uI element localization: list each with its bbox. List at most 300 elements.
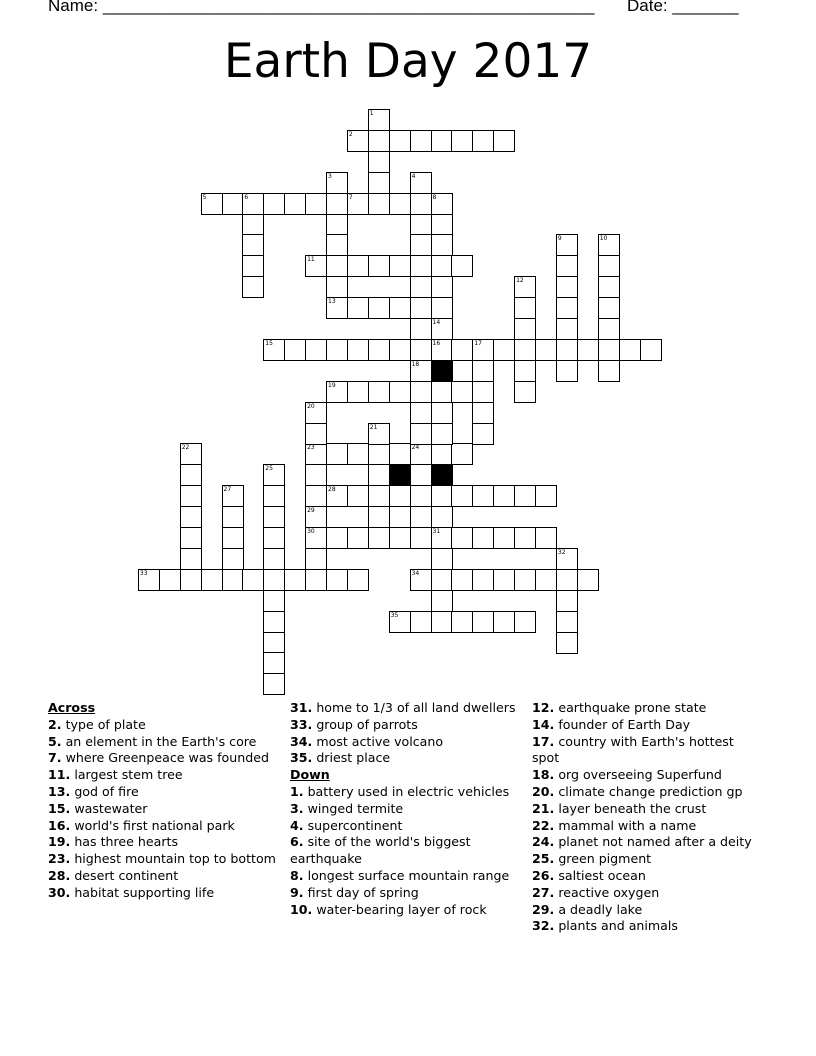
grid-cell[interactable] xyxy=(431,506,453,528)
grid-cell[interactable] xyxy=(368,464,390,486)
grid-cell[interactable] xyxy=(556,360,578,382)
clue-item: 9. first day of spring xyxy=(290,884,419,900)
clue-item: 18. org overseeing Superfund xyxy=(532,767,722,783)
grid-cell[interactable] xyxy=(451,255,473,277)
grid-cell[interactable] xyxy=(222,527,244,549)
grid-cell[interactable] xyxy=(389,485,411,507)
grid-cell[interactable] xyxy=(180,569,202,591)
grid-cell[interactable] xyxy=(326,172,348,194)
clue-number-label: 26. xyxy=(532,867,555,883)
grid-cell[interactable] xyxy=(368,339,390,361)
grid-cell[interactable] xyxy=(535,339,557,361)
grid-cell[interactable] xyxy=(472,611,494,633)
grid-cell[interactable] xyxy=(389,381,411,403)
grid-cell[interactable] xyxy=(451,611,473,633)
grid-cell[interactable] xyxy=(180,506,202,528)
clue-number: 19 xyxy=(328,381,336,389)
grid-cell[interactable] xyxy=(410,569,432,591)
grid-cell[interactable] xyxy=(431,527,453,549)
grid-cell[interactable] xyxy=(347,527,369,549)
grid-cell[interactable] xyxy=(410,234,432,256)
grid-cell[interactable] xyxy=(263,590,285,612)
clue-number-label: 14. xyxy=(532,716,555,732)
grid-cell[interactable] xyxy=(431,193,453,215)
grid-cell[interactable] xyxy=(535,527,557,549)
grid-cell[interactable] xyxy=(368,297,390,319)
grid-cell[interactable] xyxy=(493,527,515,549)
grid-cell[interactable] xyxy=(263,485,285,507)
grid-cell[interactable] xyxy=(556,234,578,256)
grid-cell[interactable] xyxy=(347,339,369,361)
grid-cell[interactable] xyxy=(472,569,494,591)
clue-item: 7. where Greenpeace was founded xyxy=(48,750,269,766)
grid-cell[interactable] xyxy=(284,569,306,591)
grid-cell[interactable] xyxy=(305,569,327,591)
clues-column-1 xyxy=(48,700,280,902)
grid-cell[interactable] xyxy=(389,130,411,152)
clue-number: 31 xyxy=(432,528,441,535)
grid-cell[interactable] xyxy=(326,339,348,361)
grid-cell[interactable] xyxy=(305,339,327,361)
grid-cell[interactable] xyxy=(389,527,411,549)
clue-number-label: 30. xyxy=(48,884,71,900)
grid-cell[interactable] xyxy=(556,276,578,298)
grid-cell[interactable] xyxy=(242,234,264,256)
grid-cell[interactable] xyxy=(347,130,369,152)
clue-item: 6. site of the world's biggest earthquake xyxy=(290,834,471,867)
grid-cell[interactable] xyxy=(598,276,620,298)
grid-cell[interactable] xyxy=(493,485,515,507)
grid-cell[interactable] xyxy=(451,527,473,549)
clue-item: 30. habitat supporting life xyxy=(48,884,215,900)
clue-item: 10. water-bearing layer of rock xyxy=(290,901,487,917)
grid-cell[interactable] xyxy=(389,339,411,361)
clue-number: 25 xyxy=(265,465,273,473)
grid-cell[interactable] xyxy=(472,527,494,549)
clue-number-label: 33. xyxy=(290,716,313,732)
clue-item: 16. world's first national park xyxy=(48,817,235,833)
grid-cell[interactable] xyxy=(514,569,536,591)
grid-cell[interactable] xyxy=(368,255,390,277)
grid-cell[interactable] xyxy=(514,381,536,403)
clue-number: 34 xyxy=(411,569,420,577)
grid-cell[interactable] xyxy=(368,443,390,465)
grid-cell[interactable] xyxy=(598,318,620,340)
clue-number-label: 18. xyxy=(532,767,555,783)
clue-number-label: 34. xyxy=(290,733,313,749)
grid-cell[interactable] xyxy=(556,255,578,277)
grid-cell[interactable] xyxy=(451,569,473,591)
grid-cell[interactable] xyxy=(326,193,348,215)
clue-number: 11 xyxy=(307,256,315,264)
grid-cell[interactable] xyxy=(431,276,453,298)
grid-cell[interactable] xyxy=(326,569,348,591)
grid-cell[interactable] xyxy=(305,443,327,465)
grid-cell[interactable] xyxy=(493,611,515,633)
clue-item: 17. country with Earth's hottest spot xyxy=(532,733,734,766)
clue-number: 30 xyxy=(307,528,315,535)
grid-cell[interactable] xyxy=(222,569,244,591)
clue-number-label: 35. xyxy=(290,750,313,766)
grid-cell[interactable] xyxy=(242,193,264,215)
clue-item: 31. home to 1/3 of all land dwellers xyxy=(290,700,516,715)
clue-number: 20 xyxy=(307,402,315,410)
grid-cell[interactable] xyxy=(472,402,494,424)
clue-item: 22. mammal with a name xyxy=(532,817,697,833)
grid-cell[interactable] xyxy=(493,130,515,152)
grid-cell[interactable] xyxy=(242,255,264,277)
clue-number: 35 xyxy=(390,611,399,619)
clue-item: 2. type of plate xyxy=(48,716,146,732)
clue-item: 13. god of fire xyxy=(48,783,139,799)
grid-cell[interactable] xyxy=(263,339,285,361)
clue-item: 29. a deadly lake xyxy=(532,901,643,917)
grid-cell[interactable] xyxy=(556,632,578,654)
clue-number: 7 xyxy=(348,193,353,201)
clue-number: 33 xyxy=(139,569,148,577)
grid-cell[interactable] xyxy=(326,214,348,236)
clue-number: 27 xyxy=(223,486,232,494)
grid-cell[interactable] xyxy=(368,423,390,445)
clue-number: 8 xyxy=(432,193,437,201)
clue-item: 34. most active volcano xyxy=(290,733,444,749)
grid-cell[interactable] xyxy=(431,611,453,633)
grid-cell[interactable] xyxy=(410,527,432,549)
clue-item: 33. group of parrots xyxy=(290,716,418,732)
grid-cell[interactable] xyxy=(368,381,390,403)
grid-cell[interactable] xyxy=(180,464,202,486)
grid-cell[interactable] xyxy=(222,193,244,215)
grid-cell[interactable] xyxy=(326,443,348,465)
grid-cell[interactable] xyxy=(347,569,369,591)
grid-cell[interactable] xyxy=(305,402,327,424)
grid-cell[interactable] xyxy=(598,255,620,277)
grid-cell[interactable] xyxy=(368,527,390,549)
grid-cell[interactable] xyxy=(431,402,453,424)
grid-cell[interactable] xyxy=(556,569,578,591)
clue-number: 29 xyxy=(307,507,315,515)
grid-cell[interactable] xyxy=(431,485,453,507)
grid-cell[interactable] xyxy=(472,485,494,507)
grid-cell[interactable] xyxy=(514,611,536,633)
clue-item: 25. green pigment xyxy=(532,851,652,867)
grid-cell[interactable] xyxy=(263,506,285,528)
grid-cell[interactable] xyxy=(159,569,181,591)
clue-number-label: 25. xyxy=(532,851,555,867)
clue-item: 35. driest place xyxy=(290,750,391,766)
grid-cell[interactable] xyxy=(431,443,453,465)
clue-number: 18 xyxy=(411,360,420,368)
clue-number: 21 xyxy=(369,423,378,431)
clues-column-3 xyxy=(532,700,764,935)
grid-cell[interactable] xyxy=(389,443,411,465)
grid-cell[interactable] xyxy=(263,569,285,591)
grid-cell[interactable] xyxy=(410,172,432,194)
clue-number-label: 12. xyxy=(532,700,555,715)
grid-cell[interactable] xyxy=(451,485,473,507)
clue-number-label: 7. xyxy=(48,750,62,766)
clue-item: 23. highest mountain top to bottom xyxy=(48,851,276,867)
clue-number-label: 6. xyxy=(290,834,304,850)
clue-number-label: 17. xyxy=(532,733,555,749)
grid-cell[interactable] xyxy=(305,423,327,445)
grid-cell[interactable] xyxy=(514,485,536,507)
grid-cell[interactable] xyxy=(431,214,453,236)
grid-cell[interactable] xyxy=(305,255,327,277)
grid-cell[interactable] xyxy=(431,130,453,152)
clue-item: 14. founder of Earth Day xyxy=(532,716,691,732)
clue-number: 17 xyxy=(474,339,482,347)
grid-cell[interactable] xyxy=(326,255,348,277)
grid-cell[interactable] xyxy=(263,464,285,486)
grid-cell[interactable] xyxy=(535,485,557,507)
grid-cell[interactable] xyxy=(263,527,285,549)
grid-cell[interactable] xyxy=(368,485,390,507)
grid-cell[interactable] xyxy=(410,485,432,507)
grid-cell[interactable] xyxy=(410,611,432,633)
grid-cell[interactable] xyxy=(389,193,411,215)
grid-cell[interactable] xyxy=(242,276,264,298)
grid-cell[interactable] xyxy=(410,318,432,340)
grid-cell[interactable] xyxy=(347,193,369,215)
grid-cell[interactable] xyxy=(514,318,536,340)
grid-cell[interactable] xyxy=(180,548,202,570)
grid-cell[interactable] xyxy=(431,297,453,319)
grid-cell[interactable] xyxy=(431,569,453,591)
clue-number: 28 xyxy=(328,486,336,494)
grid-cell[interactable] xyxy=(472,381,494,403)
grid-cell[interactable] xyxy=(451,339,473,361)
grid-cell[interactable] xyxy=(410,381,432,403)
grid-cell[interactable] xyxy=(556,611,578,633)
clue-item: 26. saltiest ocean xyxy=(532,867,646,883)
grid-cell[interactable] xyxy=(431,381,453,403)
grid-cell[interactable] xyxy=(556,339,578,361)
clue-number-label: 32. xyxy=(532,918,555,934)
grid-cell[interactable] xyxy=(410,360,432,382)
black-cell xyxy=(431,360,453,382)
grid-cell[interactable] xyxy=(180,485,202,507)
grid-cell[interactable] xyxy=(326,297,348,319)
name-label: Name: xyxy=(48,0,99,15)
grid-cell[interactable] xyxy=(431,548,453,570)
clue-number: 6 xyxy=(244,193,249,201)
grid-cell[interactable] xyxy=(556,590,578,612)
clue-item: 12. earthquake prone state xyxy=(532,700,707,715)
clue-number-label: 29. xyxy=(532,901,555,917)
grid-cell[interactable] xyxy=(368,151,390,173)
clue-item: 15. wastewater xyxy=(48,800,148,816)
clue-item: 32. plants and animals xyxy=(532,918,678,934)
grid-cell[interactable] xyxy=(284,339,306,361)
grid-cell[interactable] xyxy=(472,423,494,445)
grid-cell[interactable] xyxy=(535,569,557,591)
clue-number: 3 xyxy=(328,172,332,180)
grid-cell[interactable] xyxy=(263,611,285,633)
grid-cell[interactable] xyxy=(410,402,432,424)
grid-cell[interactable] xyxy=(410,130,432,152)
grid-cell[interactable] xyxy=(389,297,411,319)
grid-cell[interactable] xyxy=(410,214,432,236)
grid-cell[interactable] xyxy=(326,276,348,298)
clue-item: 11. largest stem tree xyxy=(48,767,183,783)
clue-item: 20. climate change prediction gp xyxy=(532,783,743,799)
clue-number-label: 31. xyxy=(290,700,313,715)
grid-cell[interactable] xyxy=(514,360,536,382)
clue-number: 22 xyxy=(181,444,190,452)
grid-cell[interactable] xyxy=(180,527,202,549)
clue-number-label: 11. xyxy=(48,767,71,783)
black-cell xyxy=(431,464,453,486)
clue-number: 1 xyxy=(369,110,374,117)
clue-number: 14 xyxy=(432,319,441,326)
clue-number-label: 3. xyxy=(290,800,304,816)
grid-cell[interactable] xyxy=(619,339,641,361)
grid-cell[interactable] xyxy=(598,297,620,319)
grid-cell[interactable] xyxy=(431,255,453,277)
grid-cell[interactable] xyxy=(410,423,432,445)
grid-cell[interactable] xyxy=(222,548,244,570)
grid-cell[interactable] xyxy=(431,423,453,445)
grid-cell[interactable] xyxy=(347,297,369,319)
grid-cell[interactable] xyxy=(347,381,369,403)
grid-cell[interactable] xyxy=(263,652,285,674)
grid-cell[interactable] xyxy=(305,548,327,570)
grid-cell[interactable] xyxy=(556,297,578,319)
clue-item: 3. winged termite xyxy=(290,800,404,816)
grid-cell[interactable] xyxy=(514,527,536,549)
grid-cell[interactable] xyxy=(222,506,244,528)
grid-cell[interactable] xyxy=(347,443,369,465)
grid-cell[interactable] xyxy=(222,485,244,507)
grid-cell[interactable] xyxy=(640,339,662,361)
clue-number: 23 xyxy=(307,444,315,452)
grid-cell[interactable] xyxy=(305,485,327,507)
grid-cell[interactable] xyxy=(410,255,432,277)
grid-cell[interactable] xyxy=(326,381,348,403)
clue-item: 28. desert continent xyxy=(48,867,179,883)
grid-cell[interactable] xyxy=(472,360,494,382)
clue-number-label: 9. xyxy=(290,884,304,900)
clue-number: 9 xyxy=(557,235,562,243)
grid-cell[interactable] xyxy=(305,527,327,549)
name-line: ____________________________________________________ xyxy=(102,0,595,15)
grid-cell[interactable] xyxy=(368,130,390,152)
clue-number-label: 8. xyxy=(290,867,304,883)
grid-cell[interactable] xyxy=(389,611,411,633)
grid-cell[interactable] xyxy=(410,443,432,465)
grid-cell[interactable] xyxy=(493,339,515,361)
clue-item: 5. an element in the Earth's core xyxy=(48,733,257,749)
grid-cell[interactable] xyxy=(493,569,515,591)
clue-item: 27. reactive oxygen xyxy=(532,884,660,900)
grid-cell[interactable] xyxy=(305,506,327,528)
grid-cell[interactable] xyxy=(201,193,223,215)
grid-cell[interactable] xyxy=(368,109,390,131)
grid-cell[interactable] xyxy=(263,673,285,695)
grid-cell[interactable] xyxy=(472,130,494,152)
grid-cell[interactable] xyxy=(410,464,432,486)
grid-cell[interactable] xyxy=(556,318,578,340)
grid-cell[interactable] xyxy=(201,569,223,591)
grid-cell[interactable] xyxy=(389,255,411,277)
grid-cell[interactable] xyxy=(514,297,536,319)
grid-cell[interactable] xyxy=(180,443,202,465)
grid-cell[interactable] xyxy=(410,297,432,319)
clue-number-label: 2. xyxy=(48,716,62,732)
clue-number: 24 xyxy=(411,444,420,452)
clue-number-label: 28. xyxy=(48,867,71,883)
grid-cell[interactable] xyxy=(242,214,264,236)
grid-cell[interactable] xyxy=(305,193,327,215)
clue-number-label: 27. xyxy=(532,884,555,900)
grid-cell[interactable] xyxy=(326,527,348,549)
grid-cell[interactable] xyxy=(431,590,453,612)
grid-cell[interactable] xyxy=(598,234,620,256)
grid-cell[interactable] xyxy=(598,360,620,382)
grid-cell[interactable] xyxy=(514,339,536,361)
date-line: _______ xyxy=(672,0,739,15)
clue-number: 13 xyxy=(328,298,336,306)
clue-number-label: 24. xyxy=(532,834,555,850)
grid-cell[interactable] xyxy=(347,255,369,277)
grid-cell[interactable] xyxy=(284,193,306,215)
clue-number-label: 22. xyxy=(532,817,555,833)
grid-cell[interactable] xyxy=(431,234,453,256)
clue-number: 32 xyxy=(557,548,566,556)
grid-cell[interactable] xyxy=(472,339,494,361)
grid-cell[interactable] xyxy=(326,485,348,507)
clue-number: 2 xyxy=(348,130,353,138)
grid-cell[interactable] xyxy=(263,548,285,570)
grid-cell[interactable] xyxy=(598,339,620,361)
clue-number: 4 xyxy=(411,172,416,180)
grid-cell[interactable] xyxy=(263,193,285,215)
clue-number-label: 10. xyxy=(290,901,313,917)
grid-cell[interactable] xyxy=(368,172,390,194)
clue-item: 19. has three hearts xyxy=(48,834,179,850)
grid-cell[interactable] xyxy=(410,339,432,361)
grid-cell[interactable] xyxy=(556,548,578,570)
grid-cell[interactable] xyxy=(577,339,599,361)
grid-cell[interactable] xyxy=(368,506,390,528)
grid-cell[interactable] xyxy=(263,632,285,654)
grid-cell[interactable] xyxy=(514,276,536,298)
clue-number-label: 13. xyxy=(48,783,71,799)
grid-cell[interactable] xyxy=(451,443,473,465)
grid-cell[interactable] xyxy=(305,464,327,486)
grid-cell[interactable] xyxy=(242,569,264,591)
clues-column-2 xyxy=(290,700,522,918)
grid-cell[interactable] xyxy=(577,569,599,591)
clue-number-label: 4. xyxy=(290,817,304,833)
grid-cell[interactable] xyxy=(431,318,453,340)
clue-item: 1. battery used in electric vehicles xyxy=(290,783,510,799)
clue-item: 4. supercontinent xyxy=(290,817,403,833)
grid-cell[interactable] xyxy=(410,193,432,215)
grid-cell[interactable] xyxy=(368,193,390,215)
grid-cell[interactable] xyxy=(451,381,473,403)
grid-cell[interactable] xyxy=(347,485,369,507)
grid-cell[interactable] xyxy=(138,569,160,591)
clue-number: 5 xyxy=(202,193,207,201)
grid-cell[interactable] xyxy=(326,234,348,256)
grid-cell[interactable] xyxy=(410,276,432,298)
grid-cell[interactable] xyxy=(410,506,432,528)
grid-cell[interactable] xyxy=(451,130,473,152)
grid-cell[interactable] xyxy=(431,339,453,361)
clue-number: 16 xyxy=(432,339,441,347)
